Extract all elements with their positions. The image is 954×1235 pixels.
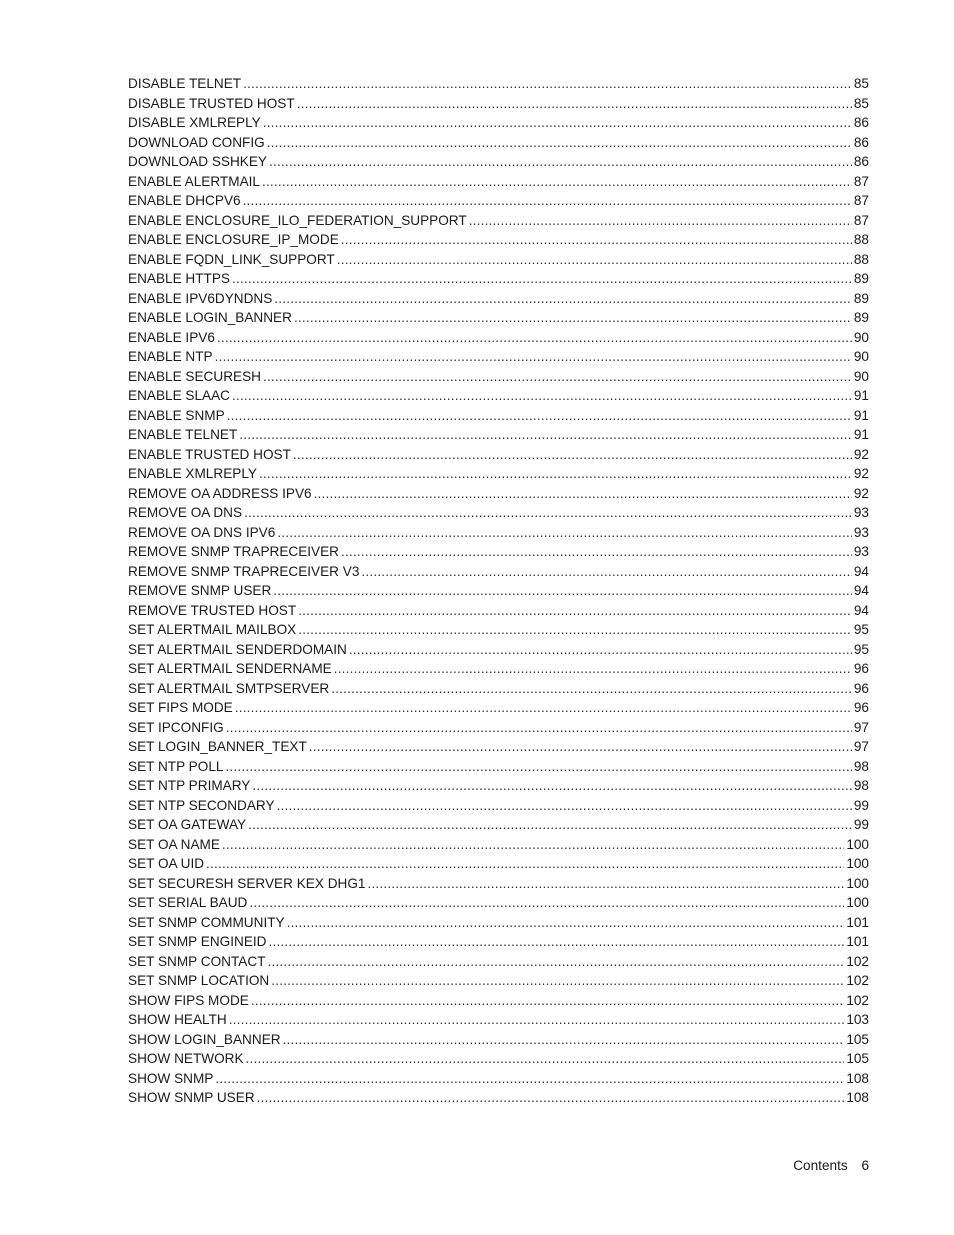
toc-leader-dots [341,542,852,562]
footer-page-number: 6 [861,1158,869,1173]
toc-entry-title[interactable]: ENABLE ALERTMAIL [128,173,260,189]
toc-entry-title[interactable]: REMOVE SNMP USER [128,583,272,598]
toc-entry-page[interactable]: 105 [846,1051,869,1066]
toc-entry-page[interactable]: 86 [853,154,869,169]
toc-leader-dots [309,737,852,757]
toc-entry-title[interactable]: SET LOGIN_BANNER_TEXT [128,739,307,754]
toc-entry[interactable] [128,133,869,153]
toc-leader-dots [361,562,851,582]
toc-leader-dots [263,113,852,133]
toc-entry-page[interactable]: 95 [853,622,869,637]
toc-entry-title[interactable]: ENABLE FQDN_LINK_SUPPORT [128,251,335,267]
toc-entry-title[interactable]: ENABLE TRUSTED HOST [128,446,291,462]
toc-entry-page[interactable]: 91 [853,407,869,423]
toc-entry-page[interactable]: 102 [846,973,869,988]
toc-entry-page[interactable]: 88 [853,232,869,247]
toc-entry-title[interactable]: SHOW SNMP USER [128,1090,255,1105]
toc-leader-dots [277,796,852,816]
toc-entry[interactable] [128,347,869,367]
toc-entry[interactable] [128,1088,869,1108]
toc-entry-title[interactable]: SET SNMP ENGINEID [128,934,267,949]
toc-entry-title[interactable]: DISABLE TRUSTED HOST [128,95,295,111]
toc-leader-dots [239,425,852,445]
toc-leader-dots [249,893,844,913]
toc-entry-title[interactable]: ENABLE LOGIN_BANNER [128,310,292,325]
toc-entry-title[interactable]: SHOW NETWORK [128,1051,244,1066]
toc-entry-title[interactable]: SET SNMP LOCATION [128,973,270,988]
toc-leader-dots [469,211,852,231]
toc-leader-dots [226,718,852,738]
toc-entry[interactable] [128,562,869,582]
toc-entry-title[interactable]: SET OA GATEWAY [128,817,247,832]
toc-entry-page[interactable]: 94 [853,583,869,598]
toc-entry-title[interactable]: SHOW HEALTH [128,1012,227,1027]
toc-entry-page[interactable]: 93 [853,505,869,520]
toc-entry[interactable] [128,913,869,933]
toc-entry-title[interactable]: ENABLE TELNET [128,427,238,442]
toc-entry-page[interactable]: 89 [853,271,869,286]
toc-entry-title[interactable]: SET NTP PRIMARY [128,778,251,793]
toc-leader-dots [267,133,852,153]
toc-leader-dots [243,74,852,94]
toc-entry-page[interactable]: 89 [853,310,869,325]
toc-entry[interactable] [128,406,869,426]
toc-entry[interactable] [128,718,869,738]
toc-entry[interactable] [128,484,869,504]
toc-entry-title[interactable]: SHOW FIPS MODE [128,992,249,1008]
toc-entry-title[interactable]: SHOW LOGIN_BANNER [128,1031,281,1047]
toc-entry-page[interactable]: 101 [846,914,869,930]
toc-leader-dots [314,484,852,504]
toc-entry-title[interactable]: SET ALERTMAIL MAILBOX [128,622,297,637]
toc-entry-page[interactable]: 98 [853,778,869,793]
toc-entry-page[interactable]: 91 [853,427,869,442]
toc-entry-page[interactable]: 99 [853,797,869,813]
toc-entry[interactable] [128,74,869,94]
toc-entry-page[interactable]: 92 [853,466,869,481]
toc-entry[interactable] [128,211,869,231]
toc-entry-title[interactable]: REMOVE TRUSTED HOST [128,602,297,618]
toc-entry[interactable] [128,289,869,309]
toc-entry-page[interactable]: 90 [853,349,869,364]
toc-entry-page[interactable]: 93 [853,524,869,540]
toc-entry[interactable] [128,172,869,192]
page-footer [793,1158,869,1173]
toc-leader-dots [287,913,845,933]
toc-entry-title[interactable]: ENABLE ENCLOSURE_IP_MODE [128,232,339,247]
toc-entry-title[interactable]: SET OA UID [128,856,205,871]
toc-leader-dots [243,191,852,211]
toc-entry-page[interactable]: 97 [853,719,869,735]
toc-entry-title[interactable]: SET ALERTMAIL SENDERNAME [128,661,332,676]
toc-entry-page[interactable]: 102 [846,953,869,969]
toc-leader-dots [341,230,852,250]
toc-entry-title[interactable]: ENABLE IPV6 [128,329,215,345]
toc-entry[interactable] [128,425,869,445]
toc-entry[interactable] [128,581,869,601]
toc-leader-dots [206,854,844,874]
toc-leader-dots [263,367,852,387]
toc-entry-title[interactable]: ENABLE HTTPS [128,271,230,286]
toc-entry-page[interactable]: 96 [853,680,869,696]
toc-leader-dots [225,757,851,777]
toc-entry-page[interactable]: 88 [853,251,869,267]
toc-leader-dots [246,1049,845,1069]
toc-entry-title[interactable]: ENABLE IPV6DYNDNS [128,290,273,306]
toc-entry[interactable] [128,367,869,387]
toc-entry-title[interactable]: SET SECURESH SERVER KEX DHG1 [128,875,366,891]
toc-leader-dots [273,581,852,601]
toc-entry-page[interactable]: 105 [846,1031,869,1047]
toc-entry[interactable] [128,679,869,699]
toc-entry[interactable] [128,230,869,250]
toc-entry-page[interactable]: 102 [846,992,869,1008]
toc-entry-page[interactable]: 100 [846,856,869,871]
toc-leader-dots [259,464,852,484]
toc-leader-dots [293,445,852,465]
toc-entry[interactable] [128,269,869,289]
toc-leader-dots [367,874,844,894]
toc-leader-dots [257,1088,845,1108]
toc-entry[interactable] [128,893,869,913]
toc-entry-title[interactable]: ENABLE SNMP [128,407,225,423]
toc-entry[interactable] [128,601,869,621]
toc-entry-page[interactable]: 90 [853,368,869,384]
toc-leader-dots [222,835,844,855]
toc-entry[interactable] [128,503,869,523]
toc-entry-page[interactable]: 92 [853,485,869,501]
toc-leader-dots [252,776,851,796]
toc-leader-dots [277,523,852,543]
toc-entry[interactable] [128,1069,869,1089]
toc-entry[interactable] [128,1010,869,1030]
toc-entry-page[interactable]: 86 [853,134,869,150]
toc-leader-dots [337,250,852,270]
toc-leader-dots [251,991,844,1011]
toc-leader-dots [294,308,852,328]
toc-entry-title[interactable]: REMOVE SNMP TRAPRECEIVER V3 [128,563,360,579]
toc-entry-page[interactable]: 100 [846,895,869,910]
toc-entry[interactable] [128,113,869,133]
toc-entry-page[interactable]: 90 [853,329,869,345]
toc-leader-dots [334,659,852,679]
toc-entry[interactable] [128,835,869,855]
toc-entry-title[interactable]: SET OA NAME [128,836,220,852]
toc-entry-title[interactable]: REMOVE OA DNS IPV6 [128,524,276,540]
toc-entry[interactable] [128,640,869,660]
toc-entry-title[interactable]: ENABLE SLAAC [128,388,230,403]
toc-entry-page[interactable]: 86 [853,115,869,130]
toc-entry-title[interactable]: DOWNLOAD SSHKEY [128,154,267,169]
toc-leader-dots [232,386,852,406]
toc-entry-title[interactable]: DISABLE TELNET [128,76,242,91]
toc-entry-title[interactable]: ENABLE DHCPV6 [128,193,241,208]
toc-entry-title[interactable]: SHOW SNMP [128,1070,214,1086]
toc-entry[interactable] [128,386,869,406]
toc-entry[interactable] [128,191,869,211]
toc-leader-dots [215,347,852,367]
toc-leader-dots [269,932,845,952]
toc-entry[interactable] [128,757,869,777]
toc-entry[interactable] [128,815,869,835]
toc-entry[interactable] [128,971,869,991]
toc-entry[interactable] [128,250,869,270]
toc-leader-dots [244,503,852,523]
toc-entry-title[interactable]: ENABLE ENCLOSURE_ILO_FEDERATION_SUPPORT [128,212,467,228]
toc-entry[interactable] [128,854,869,874]
footer-section-label: Contents [793,1158,848,1173]
toc-entry-page[interactable]: 94 [853,602,869,618]
toc-leader-dots [262,172,852,192]
toc-leader-dots [215,1069,844,1089]
toc-leader-dots [227,406,852,426]
toc-entry[interactable] [128,94,869,114]
toc-entry[interactable] [128,445,869,465]
toc-entry-page[interactable]: 96 [853,700,869,715]
toc-entry-page[interactable]: 108 [846,1090,869,1105]
toc-entry-page[interactable]: 99 [853,817,869,832]
toc-entry-title[interactable]: SET SNMP COMMUNITY [128,914,285,930]
toc-entry-page[interactable]: 95 [853,641,869,657]
toc-entry[interactable] [128,659,869,679]
toc-leader-dots [331,679,852,699]
toc-entry[interactable] [128,523,869,543]
toc-entry-title[interactable]: REMOVE SNMP TRAPRECEIVER [128,544,340,559]
toc-leader-dots [271,971,844,991]
toc-entry-title[interactable]: SET FIPS MODE [128,700,233,715]
toc-entry-title[interactable]: DISABLE XMLREPLY [128,115,261,130]
toc-entry-page[interactable]: 93 [853,544,869,559]
toc-entry-title[interactable]: ENABLE SECURESH [128,368,261,384]
toc-leader-dots [283,1030,845,1050]
toc-entry-title[interactable]: ENABLE XMLREPLY [128,466,257,481]
toc-leader-dots [217,328,852,348]
toc-leader-dots [232,269,852,289]
toc-entry-page[interactable]: 87 [853,212,869,228]
toc-entry[interactable] [128,991,869,1011]
toc-leader-dots [229,1010,845,1030]
toc-entry[interactable] [128,932,869,952]
toc-entry-title[interactable]: SET IPCONFIG [128,719,224,735]
table-of-contents [128,74,869,1108]
toc-entry-page[interactable]: 100 [846,875,869,891]
toc-entry-page[interactable]: 87 [853,173,869,189]
toc-entry[interactable] [128,1030,869,1050]
toc-entry-title[interactable]: SET ALERTMAIL SENDERDOMAIN [128,641,347,657]
toc-entry-title[interactable]: REMOVE OA DNS [128,505,243,520]
toc-entry-page[interactable]: 91 [853,388,869,403]
toc-entry[interactable] [128,328,869,348]
toc-entry-page[interactable]: 108 [846,1070,869,1086]
toc-entry[interactable] [128,308,869,328]
toc-entry-page[interactable]: 94 [853,563,869,579]
toc-entry-title[interactable]: SET SERIAL BAUD [128,895,248,910]
toc-entry-title[interactable]: SET SNMP CONTACT [128,953,266,969]
toc-leader-dots [298,620,852,640]
toc-entry-page[interactable]: 97 [853,739,869,754]
toc-entry-title[interactable]: SET NTP POLL [128,758,224,774]
toc-entry-title[interactable]: ENABLE NTP [128,349,213,364]
toc-entry-page[interactable]: 92 [853,446,869,462]
toc-leader-dots [269,152,852,172]
toc-leader-dots [274,289,852,309]
toc-entry[interactable] [128,464,869,484]
toc-entry[interactable] [128,952,869,972]
toc-leader-dots [298,601,852,621]
toc-entry[interactable] [128,152,869,172]
toc-entry-page[interactable]: 100 [846,836,869,852]
toc-entry-title[interactable]: SET ALERTMAIL SMTPSERVER [128,680,330,696]
toc-entry[interactable] [128,737,869,757]
toc-entry-page[interactable]: 103 [846,1012,869,1027]
toc-entry-page[interactable]: 89 [853,290,869,306]
toc-leader-dots [235,698,852,718]
toc-entry[interactable] [128,776,869,796]
toc-leader-dots [267,952,844,972]
toc-entry[interactable] [128,796,869,816]
toc-entry-page[interactable]: 87 [853,193,869,208]
toc-entry-title[interactable]: REMOVE OA ADDRESS IPV6 [128,485,312,501]
toc-entry[interactable] [128,698,869,718]
toc-entry-title[interactable]: DOWNLOAD CONFIG [128,134,265,150]
toc-entry[interactable] [128,1049,869,1069]
toc-leader-dots [349,640,852,660]
toc-entry-title[interactable]: SET NTP SECONDARY [128,797,275,813]
toc-entry-page[interactable]: 85 [853,95,869,111]
toc-entry-page[interactable]: 85 [853,76,869,91]
toc-entry-page[interactable]: 101 [846,934,869,949]
toc-entry-page[interactable]: 98 [853,758,869,774]
toc-entry[interactable] [128,620,869,640]
toc-entry[interactable] [128,874,869,894]
toc-leader-dots [248,815,852,835]
toc-entry[interactable] [128,542,869,562]
toc-entry-page[interactable]: 96 [853,661,869,676]
toc-leader-dots [297,94,852,114]
